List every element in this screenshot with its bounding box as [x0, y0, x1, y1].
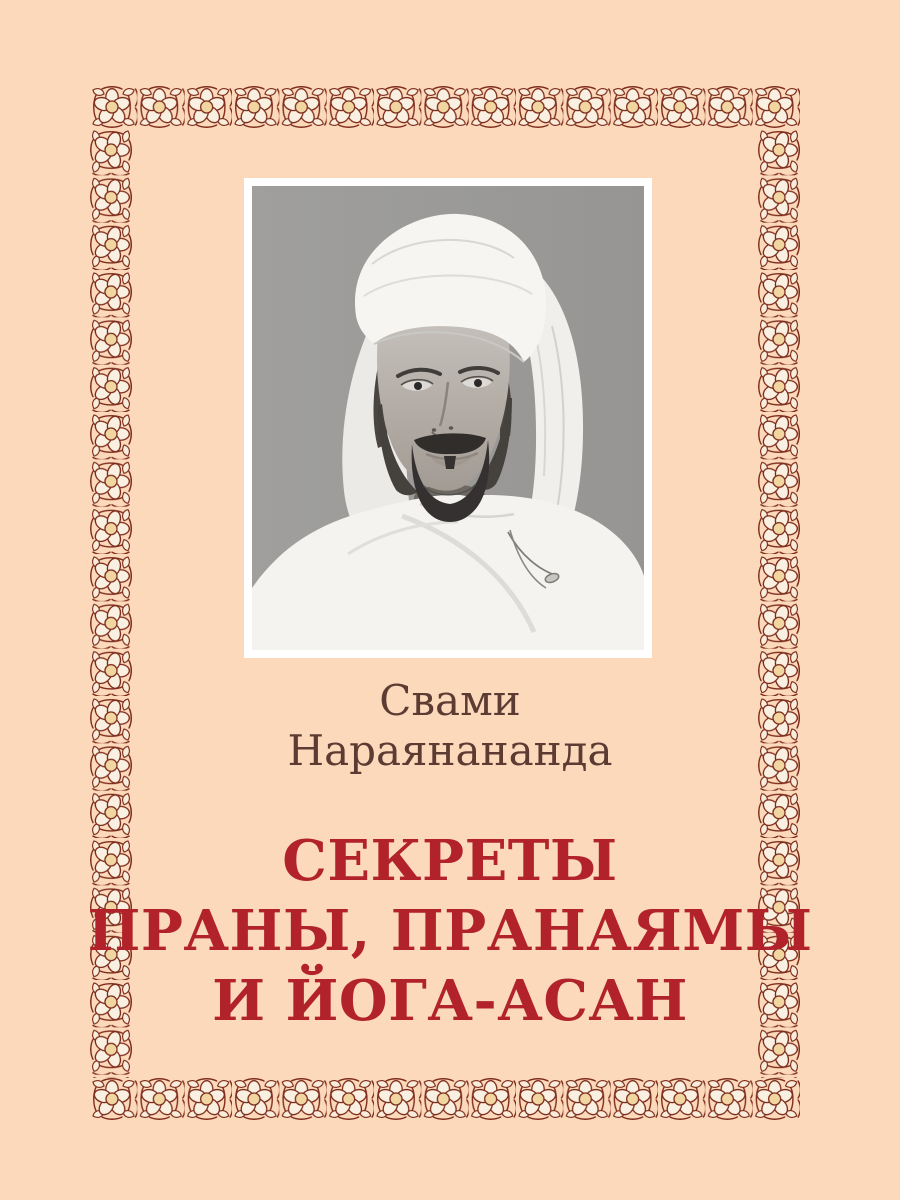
- book-title: [0, 826, 900, 1036]
- portrait-photo: [244, 178, 652, 658]
- author-line-2: Нараянананда: [287, 726, 613, 775]
- portrait-illustration: [252, 186, 644, 650]
- author-line-1: Свами: [379, 676, 521, 725]
- title-line-1: СЕКРЕТЫ: [282, 828, 618, 894]
- author-name: [0, 676, 900, 776]
- title-line-3: И ЙОГА-АСАН: [212, 968, 688, 1034]
- title-line-2: ПРАНЫ, ПРАНАЯМЫ: [87, 898, 813, 964]
